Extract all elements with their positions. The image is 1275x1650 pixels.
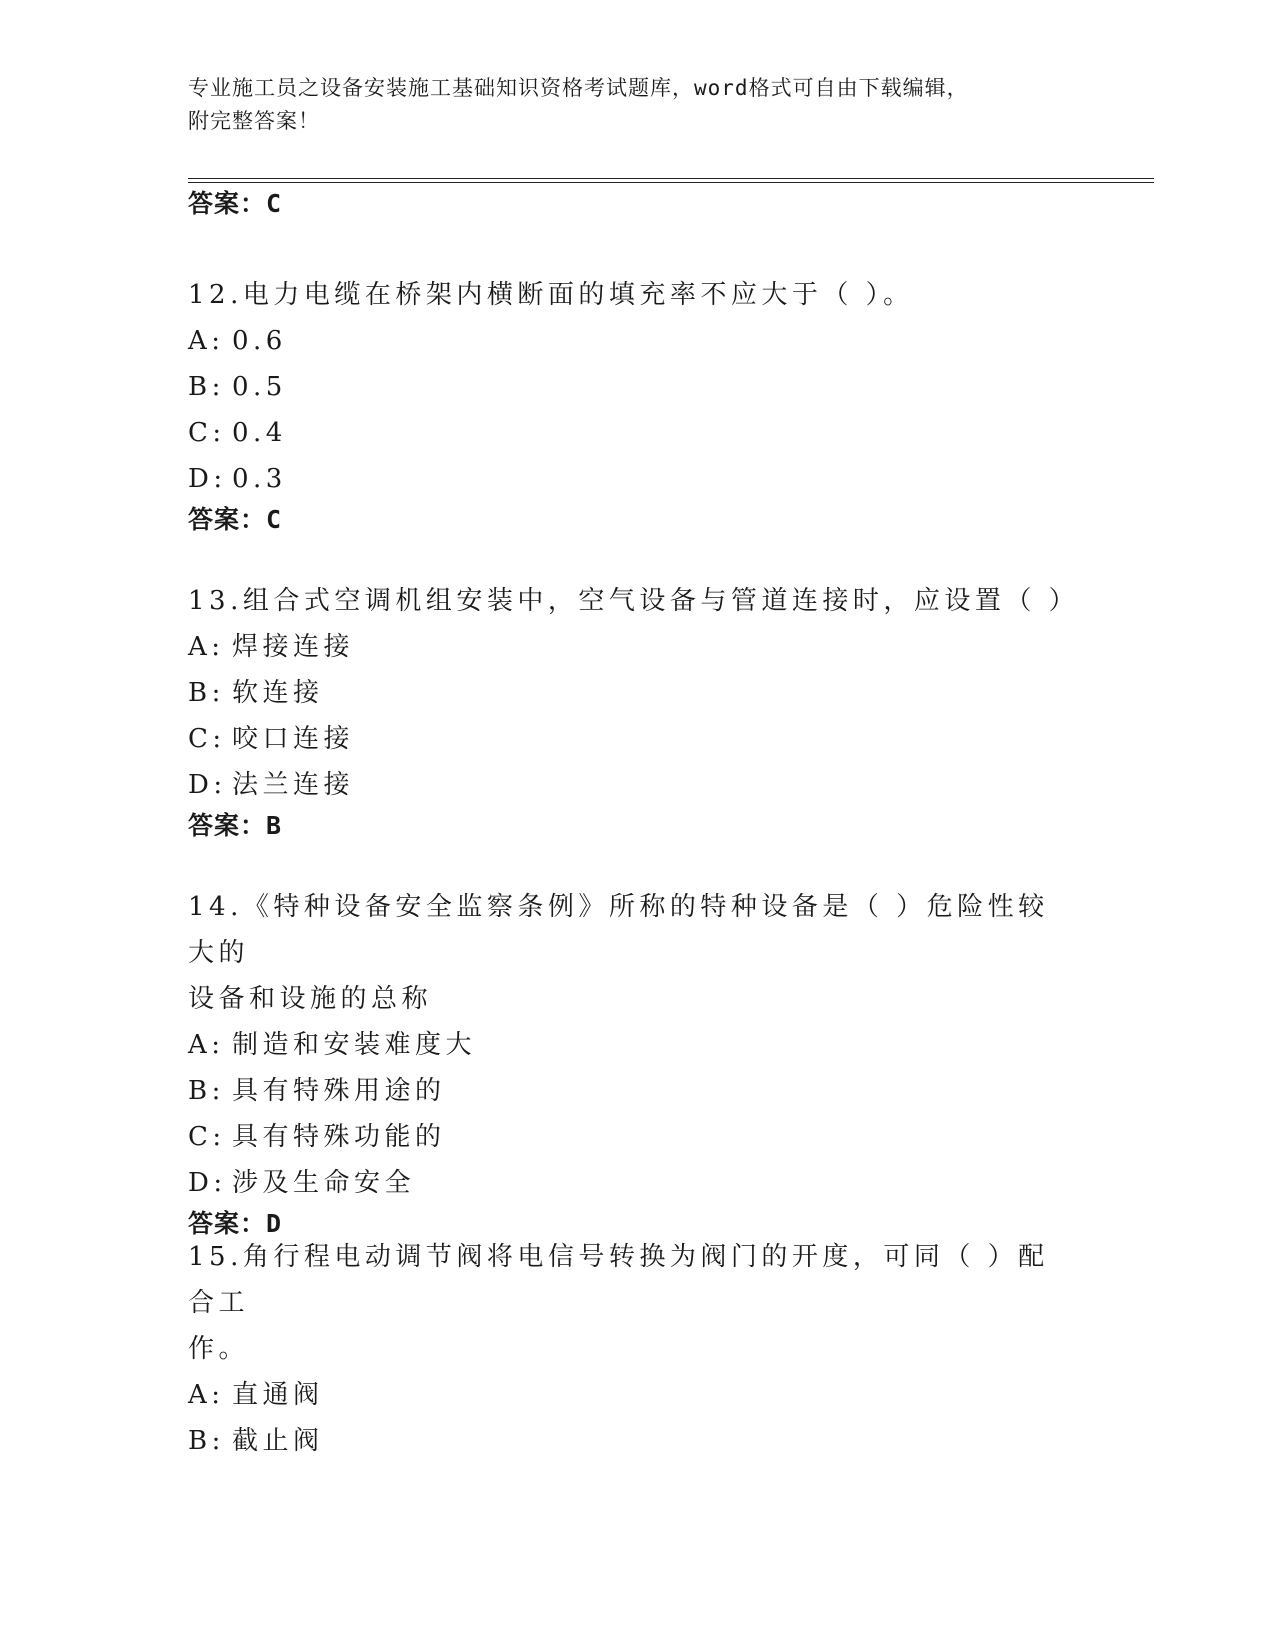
- question-stem-line-2: 设备和设施的总称: [188, 984, 433, 1014]
- answer-previous: 答案：C: [188, 189, 283, 218]
- header-divider-bottom: [188, 182, 1154, 183]
- header-line-2: 附完整答案！: [188, 109, 320, 133]
- option-a: [188, 318, 1068, 364]
- header-divider-top: [188, 178, 1154, 179]
- option-letter: B:: [188, 1076, 225, 1106]
- option-letter: C:: [188, 724, 226, 754]
- option-letter: D:: [188, 770, 227, 800]
- option-b: [188, 1418, 1068, 1464]
- option-b: [188, 670, 1068, 716]
- option-letter: D:: [188, 1168, 227, 1198]
- option-text: 涉及生命安全: [232, 1168, 416, 1198]
- answer: 答案：C: [188, 505, 283, 534]
- option-letter: A:: [188, 1380, 225, 1410]
- option-b: [188, 364, 1068, 410]
- option-text: 软连接: [232, 678, 324, 708]
- option-text: 截止阀: [232, 1426, 324, 1456]
- option-letter: A:: [188, 326, 225, 356]
- option-text: 0.4: [232, 418, 287, 448]
- option-d: [188, 456, 1068, 502]
- option-letter: B:: [188, 678, 225, 708]
- option-text: 0.5: [232, 372, 287, 402]
- option-letter: C:: [188, 418, 226, 448]
- question-stem-line-2: 作。: [188, 1334, 250, 1364]
- header-line-1: 专业施工员之设备安装施工基础知识资格考试题库，word格式可自由下载编辑，: [188, 76, 969, 100]
- option-text: 直通阀: [232, 1380, 324, 1410]
- option-letter: B:: [188, 372, 225, 402]
- option-text: 制造和安装难度大: [232, 1030, 477, 1060]
- question-stem-line-1: 15.角行程电动调节阀将电信号转换为阀门的开度，可同（ ）配合工: [188, 1242, 1049, 1318]
- question-15: [188, 1234, 1068, 1464]
- option-text: 具有特殊用途的: [232, 1076, 446, 1106]
- option-letter: A:: [188, 1030, 225, 1060]
- document-header: [188, 72, 1048, 138]
- option-a: [188, 1022, 1068, 1068]
- answer: 答案：D: [188, 1209, 283, 1238]
- option-d: [188, 762, 1068, 808]
- option-letter: B:: [188, 1426, 225, 1456]
- answer: 答案：B: [188, 811, 283, 840]
- question-14: [188, 884, 1068, 1240]
- option-a: [188, 624, 1068, 670]
- option-letter: D:: [188, 464, 227, 494]
- option-text: 0.3: [232, 464, 287, 494]
- option-c: [188, 716, 1068, 762]
- option-letter: C:: [188, 1122, 226, 1152]
- option-text: 咬口连接: [232, 724, 355, 754]
- option-text: 具有特殊功能的: [232, 1122, 446, 1152]
- question-stem: 13.组合式空调机组安装中，空气设备与管道连接时，应设置（ ）: [188, 586, 1080, 616]
- option-a: [188, 1372, 1068, 1418]
- option-c: [188, 1114, 1068, 1160]
- option-c: [188, 410, 1068, 456]
- option-letter: A:: [188, 632, 225, 662]
- option-d: [188, 1160, 1068, 1206]
- question-stem-line-1: 14.《特种设备安全监察条例》所称的特种设备是（ ）危险性较大的: [188, 892, 1049, 968]
- question-12: [188, 272, 1068, 536]
- option-text: 法兰连接: [232, 770, 355, 800]
- option-text: 焊接连接: [232, 632, 355, 662]
- question-13: [188, 578, 1080, 842]
- option-b: [188, 1068, 1068, 1114]
- option-text: 0.6: [232, 326, 287, 356]
- question-stem: 12.电力电缆在桥架内横断面的填充率不应大于（ ）。: [188, 280, 914, 310]
